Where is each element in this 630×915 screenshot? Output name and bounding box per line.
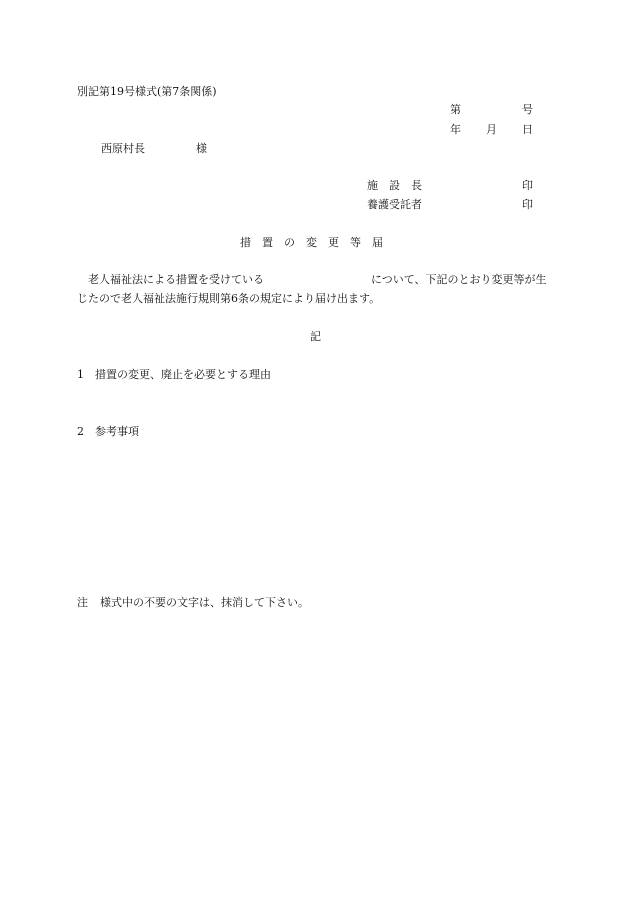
body-line1-part1: 老人福祉法による措置を受けている — [88, 273, 264, 286]
item-2-text: 参考事項 — [95, 425, 139, 438]
date-day: 日 — [522, 123, 533, 136]
number-dai: 第 — [450, 103, 461, 116]
document-title: 措置の変更等届 — [240, 236, 394, 249]
date-month: 月 — [486, 123, 497, 136]
body-line2: じたので老人福祉法施行規則第6条の規定により届け出ます。 — [77, 292, 381, 305]
note-text: 様式中の不要の文字は、抹消して下さい。 — [100, 596, 309, 609]
addressee-honorific: 様 — [196, 142, 207, 155]
addressee-name: 西原村長 — [101, 142, 145, 155]
date-year: 年 — [450, 123, 461, 136]
number-go: 号 — [522, 103, 533, 116]
body-line1-part2: について、下記のとおり変更等が生 — [371, 273, 547, 286]
item-1-text: 措置の変更、廃止を必要とする理由 — [95, 368, 271, 381]
signer-caretaker-seal: 印 — [522, 198, 533, 211]
item-2-number: 2 — [77, 425, 84, 438]
signer-caretaker-label: 養護受託者 — [367, 198, 422, 211]
item-1-number: 1 — [77, 368, 84, 381]
signer-facility-head-label: 施 設 長 — [367, 179, 422, 192]
form-header: 別記第19号様式(第7条関係) — [77, 85, 217, 98]
note-label: 注 — [77, 596, 88, 609]
ki-marker: 記 — [310, 330, 321, 343]
signer-facility-head-seal: 印 — [522, 179, 533, 192]
